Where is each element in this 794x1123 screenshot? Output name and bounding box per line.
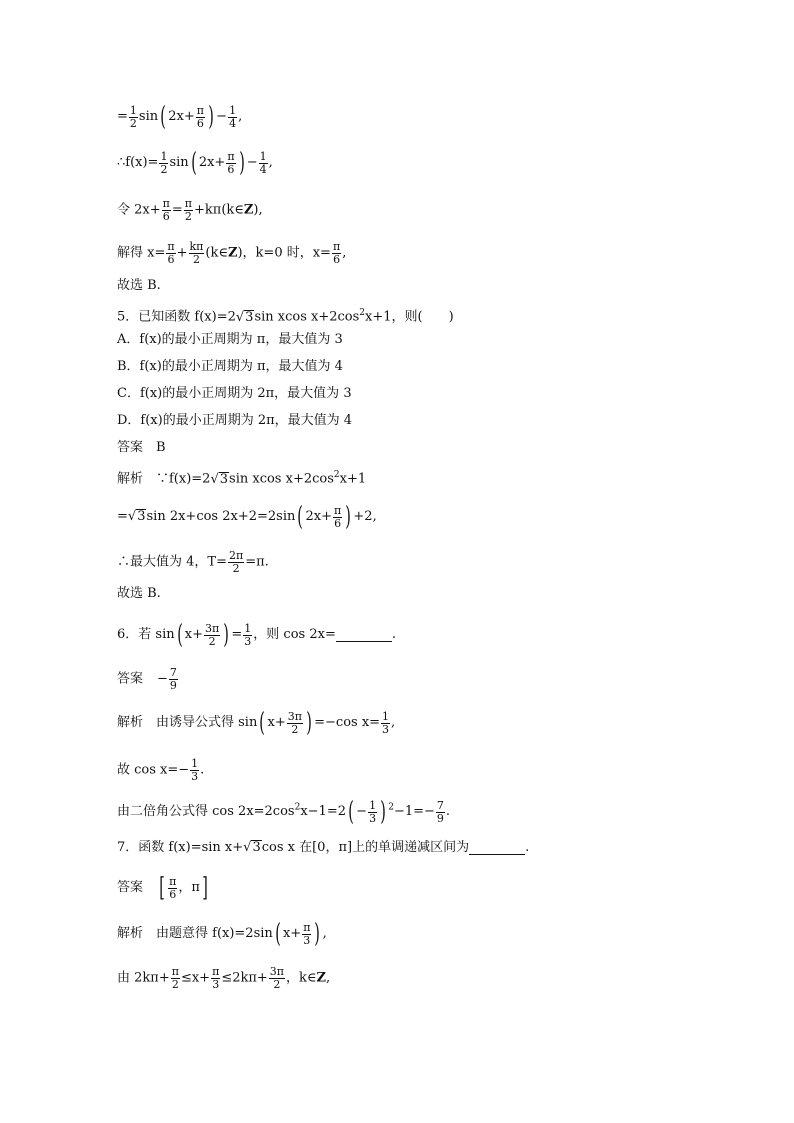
left-paren: (: [275, 919, 281, 949]
num: 1: [160, 149, 168, 163]
arg: x+: [184, 627, 203, 642]
den: 3: [212, 978, 220, 991]
max-text: ∴最大值为 4，T=: [117, 554, 227, 570]
num: π: [332, 240, 341, 253]
solution-7-line-1: [117, 921, 327, 947]
fraction-pi-6: [333, 505, 342, 530]
line-4: [117, 241, 346, 266]
equals: =: [117, 509, 128, 524]
integers-symbol: Z: [316, 970, 327, 986]
den: 2: [273, 978, 281, 991]
arg: 2x+: [305, 509, 333, 524]
den: 6: [333, 253, 341, 266]
den: 2: [291, 722, 299, 736]
comma: ,: [268, 155, 273, 170]
num: 1: [244, 621, 252, 635]
answer-label: 答案: [117, 671, 144, 687]
den: 2: [208, 634, 216, 648]
option-b: B．f(x)的最小正周期为 π，最大值为 4: [117, 359, 343, 374]
left-bracket: [: [159, 873, 165, 903]
k-pi: +kπ(k∈: [194, 202, 244, 218]
question-7: [117, 840, 529, 857]
den: 6: [162, 210, 170, 223]
minus: −: [157, 671, 168, 687]
radicand: 3: [137, 509, 146, 524]
num: 7: [169, 666, 177, 679]
let-text: 令 2x+: [117, 202, 161, 218]
answer-7: [117, 875, 210, 901]
left-paren: (: [190, 148, 197, 178]
ineq-right: ≤2kπ+: [221, 970, 268, 986]
fraction-third: [190, 758, 199, 783]
fraction-pi-2: [171, 966, 180, 991]
line-3: [117, 198, 263, 223]
fraction-quarter: [259, 151, 268, 176]
fraction-pi-6: [332, 241, 341, 266]
den: 2: [129, 116, 137, 130]
question-5: [117, 305, 454, 326]
therefore-f: ∴f(x)=: [117, 155, 159, 170]
arg: 2x+: [168, 109, 195, 124]
comma: ,: [342, 245, 347, 261]
answer-6: [117, 667, 179, 692]
den: 3: [369, 811, 377, 825]
minus: −: [216, 109, 228, 124]
period: .: [525, 840, 530, 855]
arg: x+: [282, 926, 302, 941]
q6-ask: ，则 cos 2x=: [253, 627, 336, 642]
fraction-pi-3: [211, 966, 220, 991]
solve-text: 解得 x=: [117, 245, 166, 261]
equals: =: [117, 109, 128, 124]
den: 9: [436, 811, 444, 825]
num: π: [169, 874, 177, 888]
den: 2: [192, 253, 200, 266]
fraction-pi-2: [184, 198, 193, 223]
den: 2: [232, 562, 240, 575]
equals: =: [231, 627, 243, 642]
q6-text: 6．若 sin: [117, 627, 175, 642]
s6-text: 解析 由诱导公式得 sin: [117, 715, 258, 730]
solution-7-line-2: [117, 966, 330, 991]
answer-blank: [336, 629, 392, 642]
num: π: [184, 197, 193, 210]
radicand: 3: [245, 309, 254, 325]
fraction-third: [243, 623, 252, 648]
q5-text-c: x+1，则( ): [365, 309, 454, 325]
left-paren: (: [348, 797, 354, 827]
close: ),: [253, 202, 263, 218]
fraction-third: [381, 711, 390, 736]
right-paren: ): [208, 102, 214, 132]
question-6: [117, 622, 396, 648]
expr: x−1=2: [300, 804, 346, 819]
equals: =: [171, 202, 183, 218]
num: π: [212, 965, 220, 978]
num: π: [227, 149, 235, 163]
fraction-pi-6: [226, 151, 235, 176]
cos-result: 故 cos x=−: [117, 762, 190, 778]
solution-5-line-3: [117, 550, 269, 575]
s5-text-b: sin xcos x+2cos: [229, 471, 334, 487]
line-1: [117, 104, 242, 130]
fraction-pi-6: [166, 241, 175, 266]
k-in: ，k∈: [286, 970, 317, 986]
k-in: (k∈: [205, 245, 228, 261]
integers-symbol: Z: [243, 202, 254, 218]
radicand: 3: [252, 840, 261, 855]
den: 6: [334, 516, 342, 530]
den: 4: [229, 116, 237, 130]
den: 6: [196, 116, 204, 130]
left-paren: (: [160, 102, 166, 132]
fraction-3pi-2: [269, 966, 285, 991]
num: π: [334, 503, 342, 517]
sqrt-3: √ 3: [210, 471, 229, 487]
num: kπ: [189, 240, 204, 253]
right-bracket: ]: [202, 873, 208, 903]
fraction-pi-6: [168, 876, 177, 901]
period: .: [391, 627, 396, 642]
s5-text-c: x+1: [339, 471, 367, 487]
fraction-kpi-2: [189, 241, 205, 266]
right-paren: ): [345, 502, 352, 532]
den: 4: [259, 162, 267, 176]
sqrt-3: √ 3: [127, 509, 146, 524]
num: 3π: [287, 709, 302, 723]
solution-5-line-1: [117, 467, 366, 488]
interval-end: ，π: [178, 880, 200, 895]
den: 3: [303, 933, 311, 947]
minus: −: [246, 155, 258, 170]
den: 2: [171, 978, 179, 991]
den: 6: [167, 253, 175, 266]
num: 3π: [269, 965, 285, 978]
answer-label: 答案: [117, 880, 144, 895]
fraction-half: [159, 151, 168, 176]
fraction-3pi-2: [287, 711, 303, 736]
left-paren: (: [176, 620, 183, 650]
num: 1: [382, 709, 390, 723]
den: 3: [191, 770, 199, 783]
den: 3: [244, 634, 252, 648]
left-paren: (: [259, 708, 266, 738]
q7-text-b: cos x 在[0，π]上的单调递减区间为: [261, 840, 470, 855]
square-exp: 2: [388, 802, 394, 813]
radicand: 3: [219, 471, 229, 487]
num: 1: [369, 798, 377, 812]
s5b-text: sin 2x+cos 2x+2=2sin: [146, 509, 296, 524]
sin-text: sin: [138, 109, 159, 124]
square-exp: 2: [359, 308, 366, 318]
sqrt-3: √ 3: [235, 309, 254, 325]
square-exp: 2: [333, 470, 340, 480]
arg: 2x+: [198, 155, 226, 170]
right-paren: ): [314, 919, 321, 949]
s5-text-a: 解析 ∵f(x)=2: [117, 471, 211, 487]
num: π: [171, 965, 179, 978]
right-paren: ): [306, 708, 312, 738]
plus: +: [176, 245, 188, 261]
plus-two: +2,: [353, 509, 377, 524]
option-a: A．f(x)的最小正周期为 π，最大值为 3: [117, 332, 343, 347]
option-c: C．f(x)的最小正周期为 2π，最大值为 3: [117, 386, 352, 401]
fraction-7-9: [169, 667, 178, 692]
ineq-mid: ≤x+: [180, 970, 211, 986]
ineq-start: 由 2kπ+: [117, 970, 170, 986]
right-paren: ): [223, 620, 230, 650]
answer-5: 答案 B: [117, 440, 166, 455]
right-paren: ): [380, 797, 386, 827]
num: π: [303, 920, 311, 934]
equals-pi: =π.: [245, 554, 269, 570]
fraction-pi-6: [196, 105, 205, 130]
sin-text: sin: [169, 155, 189, 170]
neg-cos: =−cos x=: [314, 715, 381, 730]
num: 7: [436, 798, 444, 812]
k-zero: )，k=0 时，x=: [237, 245, 331, 261]
s7-text: 解析 由题意得 f(x)=2sin: [117, 926, 273, 941]
choose-b-2: 故选 B.: [117, 586, 161, 601]
square-exp: 2: [294, 802, 301, 813]
num: 1: [191, 757, 199, 770]
q5-text-b: sin xcos x+2cos: [254, 309, 360, 325]
solution-6-line-3: [117, 799, 450, 825]
num: π: [196, 103, 204, 117]
fraction-pi-6: [162, 198, 171, 223]
den: 3: [382, 722, 390, 736]
answer-blank: [469, 842, 525, 855]
den: 9: [169, 679, 177, 692]
comma: ,: [238, 109, 243, 124]
comma: ,: [322, 926, 327, 941]
period: .: [445, 804, 451, 819]
sqrt-3: √ 3: [243, 840, 261, 855]
den: 6: [169, 887, 177, 901]
expr-tail: −1=−: [393, 804, 435, 819]
num: 1: [129, 103, 137, 117]
solution-5-line-2: [117, 504, 377, 530]
arg: x+: [267, 715, 286, 730]
integers-symbol: Z: [227, 245, 238, 261]
comma: ,: [391, 715, 396, 730]
num: 3π: [205, 621, 220, 635]
num: π: [167, 240, 175, 253]
num: 1: [229, 103, 237, 117]
fraction-third: [368, 800, 377, 825]
fraction-2pi-2: [228, 550, 244, 575]
fraction-7-9: [436, 800, 445, 825]
den: 6: [227, 162, 235, 176]
den: 2: [160, 162, 168, 176]
q7-text-a: 7．函数 f(x)=sin x+: [117, 840, 244, 855]
choose-b-1: 故选 B.: [117, 278, 161, 293]
comma: ,: [326, 970, 331, 986]
fraction-3pi-2: [204, 623, 220, 648]
num: 1: [259, 149, 267, 163]
den: 2: [184, 210, 192, 223]
line-2: [117, 150, 273, 176]
q5-text-a: 5．已知函数 f(x)=2: [117, 309, 236, 325]
right-paren: ): [238, 148, 245, 178]
option-d: D．f(x)的最小正周期为 2π，最大值为 4: [117, 413, 353, 428]
period: .: [200, 762, 205, 778]
fraction-half: [129, 105, 138, 130]
fraction-quarter: [228, 105, 237, 130]
num: π: [162, 197, 170, 210]
fraction-pi-3: [302, 922, 311, 947]
double-angle-text: 由二倍角公式得 cos 2x=2cos: [117, 804, 295, 819]
solution-6-line-2: [117, 758, 204, 783]
minus: −: [356, 804, 368, 819]
solution-6-line-1: [117, 710, 395, 736]
left-paren: (: [297, 502, 304, 532]
num: 2π: [228, 549, 244, 562]
